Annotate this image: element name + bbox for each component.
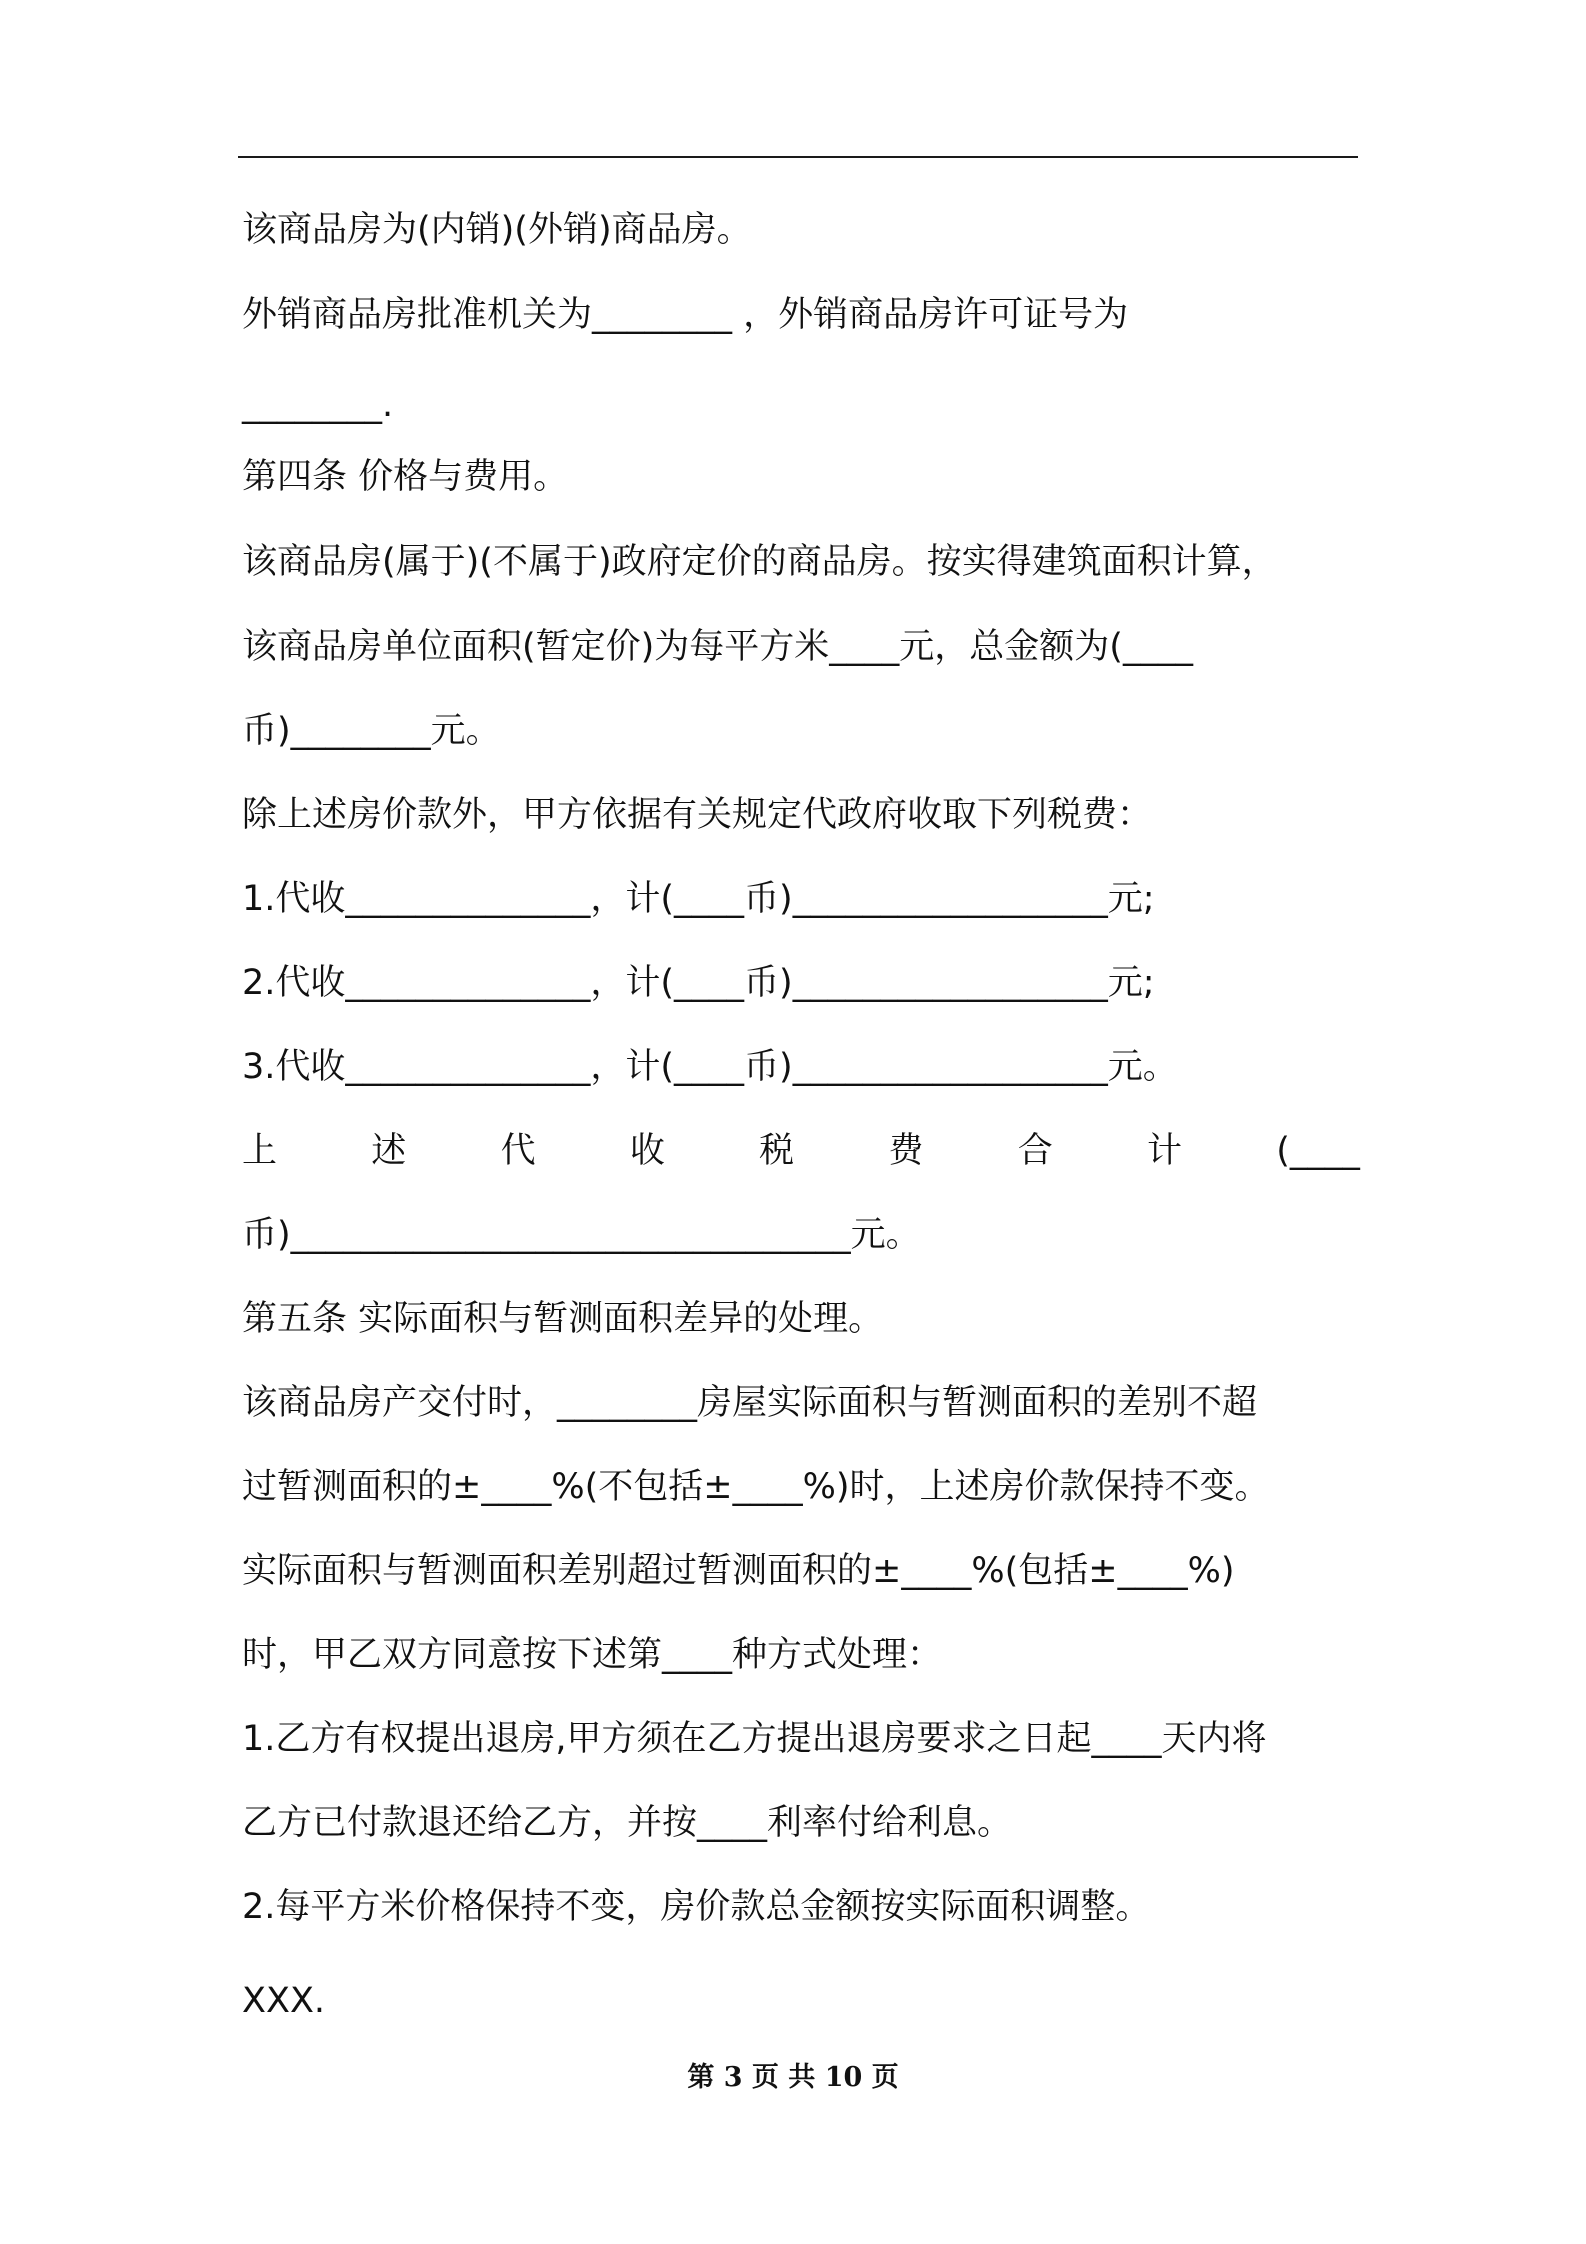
paragraph-line: XXX. bbox=[242, 1981, 326, 2021]
spread-char: 代 bbox=[500, 1131, 536, 1171]
header-rule bbox=[238, 156, 1358, 158]
paragraph-line: 乙方已付款退还给乙方，并按____利率付给利息。 bbox=[242, 1803, 1013, 1843]
article-heading: 第四条 价格与费用。 bbox=[242, 457, 569, 497]
tax-total-line bbox=[242, 1126, 1360, 1176]
spread-char: 述 bbox=[371, 1131, 407, 1171]
spread-char: 合 bbox=[1017, 1131, 1053, 1171]
article-heading: 第五条 实际面积与暂测面积差异的处理。 bbox=[242, 1299, 884, 1339]
paragraph-line: 外销商品房批准机关为________ ，外销商品房许可证号为 bbox=[242, 295, 1129, 335]
tax-item-line: 3.代收______________，计(____币)__________________元。 bbox=[242, 1047, 1178, 1087]
paragraph-line: 除上述房价款外，甲方依据有关规定代政府收取下列税费： bbox=[242, 795, 1153, 835]
spread-char: 税 bbox=[759, 1131, 795, 1171]
spread-char: 收 bbox=[629, 1131, 665, 1171]
paragraph-line: 该商品房单位面积(暂定价)为每平方米____元，总金额为(____ bbox=[242, 627, 1193, 667]
paragraph-line: 币)________________________________元。 bbox=[242, 1215, 921, 1255]
paragraph-line: 币)________元。 bbox=[242, 711, 501, 751]
page-number: 第 3 页 共 10 页 bbox=[687, 2062, 899, 2093]
spread-char: 计 bbox=[1146, 1131, 1182, 1171]
paragraph-line: 时，甲乙双方同意按下述第____种方式处理： bbox=[242, 1635, 943, 1675]
paragraph-line: 该商品房产交付时，________房屋实际面积与暂测面积的差别不超 bbox=[242, 1383, 1258, 1423]
spread-char: 上 bbox=[242, 1131, 278, 1171]
spread-char: 费 bbox=[888, 1131, 924, 1171]
paragraph-line: 该商品房(属于)(不属于)政府定价的商品房。按实得建筑面积计算， bbox=[242, 542, 1277, 582]
paragraph-line: 过暂测面积的±____%(不包括±____%)时，上述房价款保持不变。 bbox=[242, 1467, 1270, 1507]
paragraph-line: ________. bbox=[242, 385, 394, 425]
tax-item-line: 1.代收______________，计(____币)__________________元; bbox=[242, 879, 1155, 919]
paragraph-line: 1.乙方有权提出退房,甲方须在乙方提出退房要求之日起____天内将 bbox=[242, 1719, 1267, 1759]
paragraph-line: 该商品房为(内销)(外销)商品房。 bbox=[242, 210, 752, 250]
paragraph-line: 实际面积与暂测面积差别超过暂测面积的±____%(包括±____%) bbox=[242, 1551, 1235, 1591]
spread-char: (____ bbox=[1276, 1131, 1360, 1171]
paragraph-line: 2.每平方米价格保持不变，房价款总金额按实际面积调整。 bbox=[242, 1887, 1151, 1927]
tax-item-line: 2.代收______________，计(____币)__________________元; bbox=[242, 963, 1155, 1003]
